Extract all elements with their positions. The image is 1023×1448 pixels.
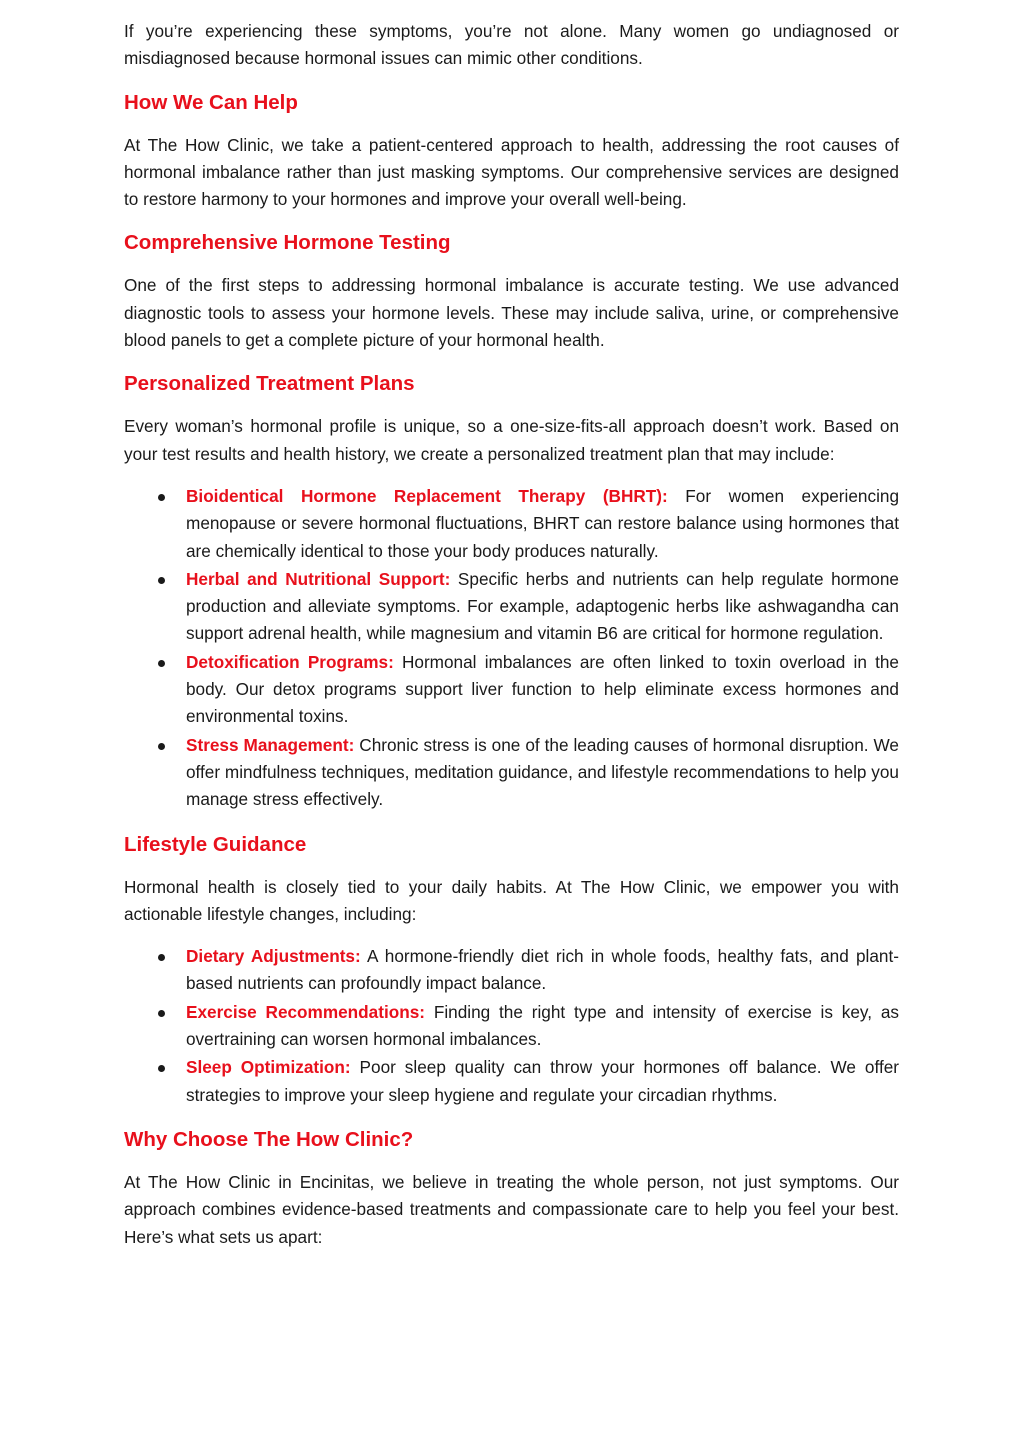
list-item-desc: For women experiencing menopause or severe hormonal fluctuations, BHRT can restore balance using hormones that are chemically identical to those your body produces naturally. <box>186 485 900 561</box>
list-item-term: Exercise Recommendations: <box>186 1001 426 1022</box>
why-choose-heading: Why Choose The How Clinic? <box>124 1127 414 1151</box>
document-page <box>124 18 899 1251</box>
list-item-desc: Hormonal imbalances are often linked to toxin overload in the body. Our detox programs support liver function to help eliminate excess hormones and environmental toxins. <box>186 651 899 727</box>
bullet-icon <box>158 1010 165 1017</box>
why-choose-paragraph: At The How Clinic in Encinitas, we believe in treating the whole person, not just symptoms. Our approach combines evidence-based treatments and compassionate care to help you feel your best. Here’s what sets us apart: <box>124 1171 899 1247</box>
treatment-list <box>124 483 899 814</box>
testing-heading: Comprehensive Hormone Testing <box>124 231 451 255</box>
list-item <box>124 943 899 998</box>
lifestyle-paragraph: Hormonal health is closely tied to your daily habits. At The How Clinic, we empower you with actionable lifestyle changes, including: <box>124 876 899 924</box>
list-item-term: Bioidentical Hormone Replacement Therapy (BHRT): <box>186 485 668 506</box>
bullet-icon <box>158 743 165 750</box>
bullet-icon <box>158 954 165 961</box>
list-item-desc: Poor sleep quality can throw your hormones off balance. We offer strategies to improve your sleep hygiene and regulate your circadian rhythms. <box>186 1057 899 1105</box>
list-item-term: Sleep Optimization: <box>186 1057 351 1078</box>
bullet-icon <box>158 660 165 667</box>
list-item <box>124 732 899 814</box>
treatment-paragraph: Every woman’s hormonal profile is unique, so a one-size-fits-all approach doesn’t work. Based on your test results and health history, we create a personalized treatment plan that may include: <box>124 416 899 464</box>
list-item <box>124 1054 899 1109</box>
how-we-can-help-paragraph: At The How Clinic, we take a patient-centered approach to health, addressing the root causes of hormonal imbalance rather than just masking symptoms. Our comprehensive services are designed to restore harmony to your hormones and improve your overall well-being. <box>124 134 899 210</box>
bullet-icon <box>158 577 165 584</box>
list-item <box>124 566 899 648</box>
testing-paragraph: One of the first steps to addressing hormonal imbalance is accurate testing. We use advanced diagnostic tools to assess your hormone levels. These may include saliva, urine, or comprehensive blood panels to get a complete picture of your hormonal health. <box>124 275 899 351</box>
lifestyle-heading: Lifestyle Guidance <box>124 832 307 856</box>
bullet-icon <box>158 494 165 501</box>
list-item-desc: Specific herbs and nutrients can help regulate hormone production and alleviate symptoms. For example, adaptogenic herbs like ashwagandha can support adrenal health, while magnesium and vitamin B6 are critical for hormone regulation. <box>186 568 899 644</box>
list-item <box>124 649 899 731</box>
intro-paragraph: If you’re experiencing these symptoms, you’re not alone. Many women go undiagnosed or misdiagnosed because hormonal issues can mimic other conditions. <box>124 21 899 69</box>
treatment-heading: Personalized Treatment Plans <box>124 372 415 396</box>
list-item-term: Detoxification Programs: <box>186 651 394 672</box>
list-item-term: Stress Management: <box>186 734 355 755</box>
list-item-desc: A hormone-friendly diet rich in whole foods, healthy fats, and plant-based nutrients can profoundly impact balance. <box>186 946 899 994</box>
list-item-term: Herbal and Nutritional Support: <box>186 568 451 589</box>
lifestyle-list <box>124 943 899 1109</box>
list-item-desc: Finding the right type and intensity of exercise is key, as overtraining can worsen hormonal imbalances. <box>186 1001 899 1050</box>
list-item <box>124 999 899 1054</box>
list-item-term: Dietary Adjustments: <box>186 946 361 967</box>
list-item <box>124 483 899 565</box>
list-item-desc: Chronic stress is one of the leading causes of hormonal disruption. We offer mindfulness techniques, meditation guidance, and lifestyle recommendations to help you manage stress effectively. <box>186 734 899 810</box>
how-we-can-help-heading: How We Can Help <box>124 90 298 114</box>
bullet-icon <box>158 1065 165 1072</box>
